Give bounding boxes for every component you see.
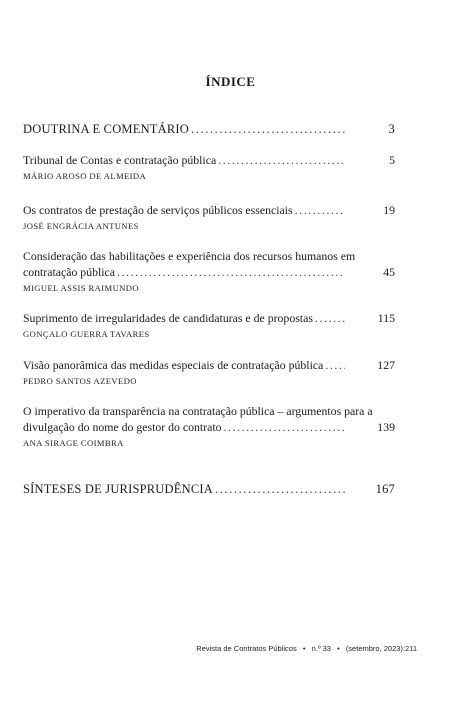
section-heading: SÍNTESES DE JURISPRUDÊNCIA: [23, 482, 213, 496]
page-number: 3: [388, 122, 395, 136]
article-title-line1: Consideração das habilitações e experiência dos recursos humanos em: [23, 249, 356, 263]
toc-section-jurisprudencia: [23, 482, 395, 497]
article-author: ANA SIRAGE COIMBRA: [23, 438, 124, 448]
footer-separator: •: [302, 644, 306, 653]
page-title: ÍNDICE: [205, 74, 256, 89]
issue-number: n.º 33: [311, 644, 331, 653]
page-number: 5: [389, 153, 395, 167]
page-number: 45: [383, 265, 395, 279]
toc-entry: [23, 203, 395, 231]
page-number: 127: [377, 358, 395, 372]
page-number: 115: [377, 311, 395, 325]
toc-entry: [23, 311, 395, 339]
toc-entry: [23, 248, 395, 293]
article-author: GONÇALO GUERRA TAVARES: [23, 329, 150, 339]
article-author: MÁRIO AROSO DE ALMEIDA: [23, 171, 147, 181]
toc-entry: [23, 153, 395, 181]
article-title: Tribunal de Contas e contratação pública: [23, 153, 217, 167]
leader-dots: [295, 203, 345, 218]
article-title: Suprimento de irregularidades de candidaturas e de propostas: [23, 311, 313, 325]
article-title-line1: O imperativo da transparência na contratação pública – argumentos para a: [23, 404, 373, 418]
article-title: Os contratos de prestação de serviços públicos essenciais: [23, 203, 293, 217]
leader-dots: [218, 153, 345, 168]
folio-number: 211: [405, 644, 417, 653]
leader-dots: [215, 482, 345, 497]
page-number: 167: [375, 482, 395, 496]
leader-dots: [117, 265, 345, 280]
section-heading: DOUTRINA E COMENTÁRIO: [23, 122, 189, 136]
issue-date: (setembro, 2023): [345, 644, 403, 653]
leader-dots: [191, 122, 345, 137]
article-author: MIGUEL ASSIS RAIMUNDO: [23, 283, 139, 293]
page-footer: Revista de Contratos Públicos • n.º 33 • (setembro, 2023):211: [196, 644, 417, 653]
article-title: Visão panorâmica das medidas especiais de contratação pública: [23, 358, 324, 372]
page-number: 19: [383, 203, 395, 217]
footer-separator: •: [337, 644, 340, 653]
toc-entry: [23, 403, 395, 448]
article-title: contratação pública: [23, 265, 116, 279]
leader-dots: [325, 358, 345, 373]
page-number: 139: [377, 420, 395, 434]
leader-dots: [315, 311, 345, 326]
toc-entry: [23, 358, 395, 386]
toc-section-doutrina: [23, 122, 395, 137]
article-author: JOSÉ ENGRÁCIA ANTUNES: [23, 221, 139, 231]
article-author: PEDRO SANTOS AZEVEDO: [23, 376, 137, 386]
article-title: divulgação do nome do gestor do contrato: [23, 420, 222, 434]
journal-name: Revista de Contratos Públicos: [196, 644, 297, 653]
leader-dots: [224, 420, 345, 435]
